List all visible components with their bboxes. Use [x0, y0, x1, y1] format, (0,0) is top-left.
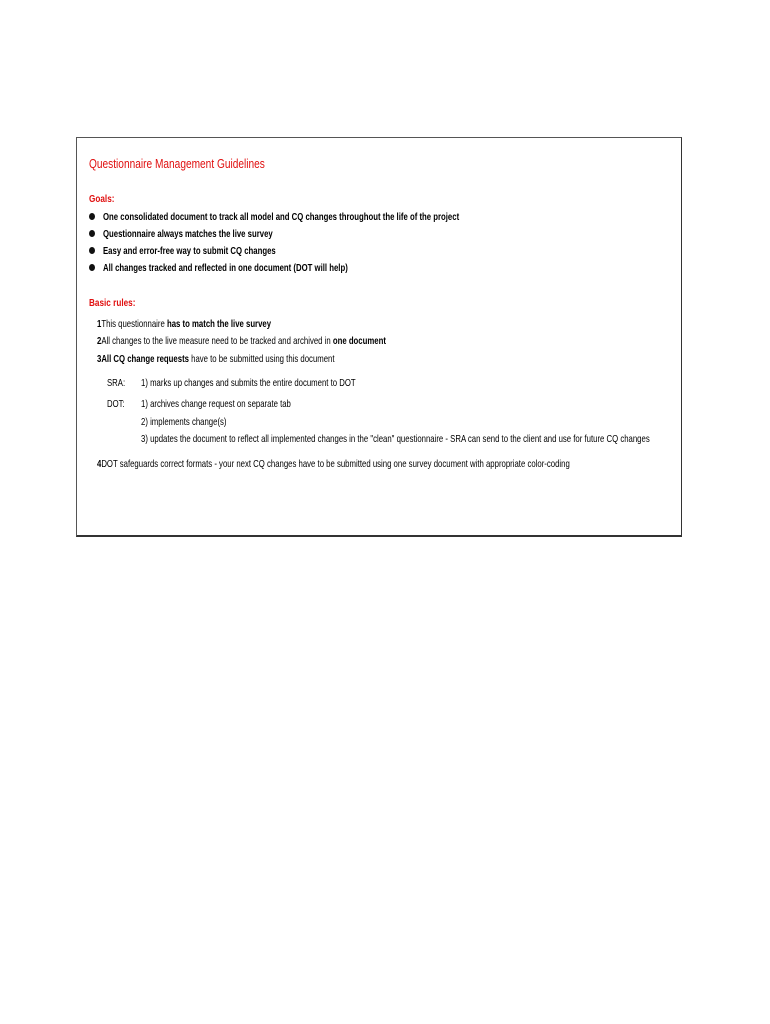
rule-number: 2 [97, 335, 102, 347]
goal-item: Questionnaire always matches the live survey [89, 226, 332, 242]
rules-heading: Basic rules: [89, 297, 136, 309]
rule-item [97, 351, 418, 367]
panel-title: Questionnaire Management Guidelines [89, 156, 265, 171]
rule-item [97, 456, 736, 472]
goal-item: All changes tracked and reflected in one document (DOT will help) [89, 260, 434, 276]
dot-step: 3) updates the document to reflect all implemented changes in the "clean" questionnaire - SRA can send to the client and use for future CQ changes [141, 433, 650, 445]
rule-emphasis: All CQ change requests [101, 353, 189, 365]
bullet-icon [89, 230, 95, 237]
rule-emphasis: has to match the live survey [166, 318, 272, 330]
dot-step: 2) implements change(s) [141, 416, 227, 428]
goal-item: One consolidated document to track all model and CQ changes throughout the life of the project [89, 209, 584, 225]
rule-item [97, 333, 487, 349]
sra-step: 1) marks up changes and submits the entire document to DOT [141, 377, 356, 389]
rule-number: 3 [97, 353, 102, 365]
guidelines-panel [76, 137, 682, 537]
goal-item: Easy and error-free way to submit CQ changes [89, 243, 336, 259]
bullet-icon [89, 213, 95, 220]
role-label-dot: DOT: [107, 398, 125, 410]
rule-text: DOT safeguards correct formats - your next CQ changes have to be submitted using one survey document with appropriate color-coding [101, 458, 570, 470]
rule-text: have to be submitted using this document [188, 353, 335, 365]
rule-emphasis: one document [332, 335, 386, 347]
rule-text: All changes to the live measure need to be tracked and archived in [101, 335, 333, 347]
bullet-icon [89, 264, 95, 271]
bullet-icon [89, 247, 95, 254]
dot-step: 1) archives change request on separate tab [141, 398, 291, 410]
rule-number: 4 [97, 458, 102, 470]
role-label-sra: SRA: [107, 377, 126, 389]
goals-heading: Goals: [89, 193, 115, 205]
rule-text: This questionnaire [101, 318, 167, 330]
rule-number: 1 [97, 318, 102, 330]
rule-item [97, 316, 332, 332]
